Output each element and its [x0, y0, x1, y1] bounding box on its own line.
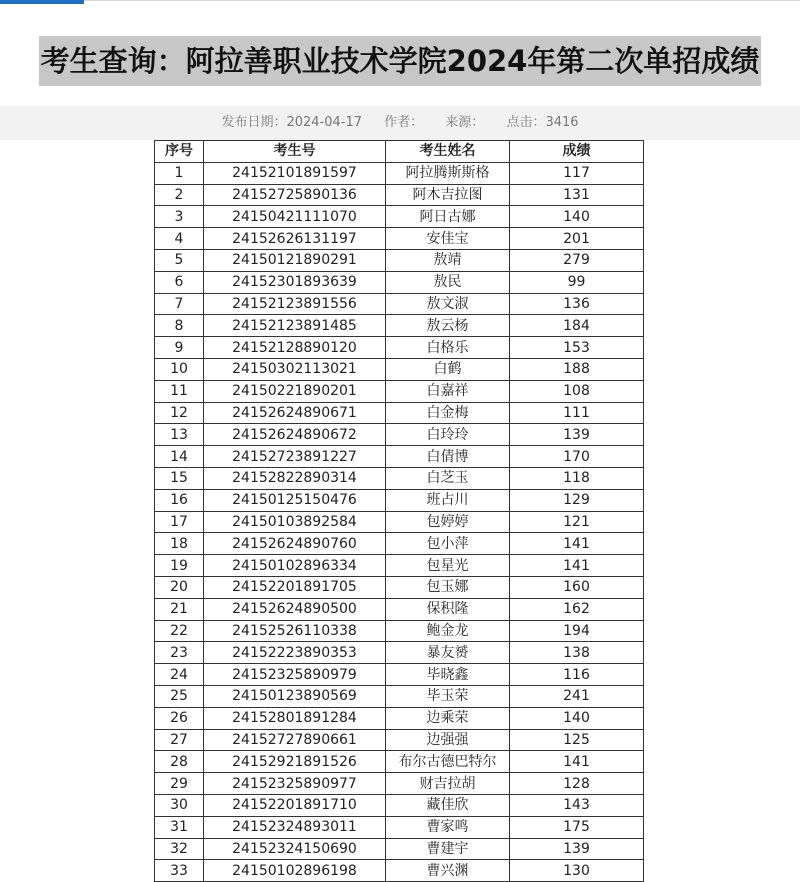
cell-student-name: 毕晓鑫: [386, 664, 510, 686]
cell-student-name: 边乘荣: [386, 707, 510, 729]
table-row: [155, 598, 644, 620]
cell-student-name: 鲍金龙: [386, 620, 510, 642]
cell-exam-number: 24150125150476: [204, 489, 386, 511]
cell-exam-number: 24152921891526: [204, 751, 386, 773]
cell-index: 19: [155, 555, 204, 577]
table-row: [155, 620, 644, 642]
cell-index: 14: [155, 446, 204, 468]
cell-student-name: 敖民: [386, 271, 510, 293]
cell-score: 279: [510, 249, 644, 271]
cell-index: 23: [155, 642, 204, 664]
table-row: [155, 816, 644, 838]
table-row: [155, 642, 644, 664]
table-row: [155, 533, 644, 555]
cell-index: 11: [155, 380, 204, 402]
cell-exam-number: 24152725890136: [204, 184, 386, 206]
cell-index: 27: [155, 729, 204, 751]
cell-exam-number: 24152301893639: [204, 271, 386, 293]
cell-exam-number: 24152325890977: [204, 773, 386, 795]
cell-student-name: 包玉娜: [386, 576, 510, 598]
cell-score: 162: [510, 598, 644, 620]
cell-student-name: 阿日古娜: [386, 206, 510, 228]
cell-index: 18: [155, 533, 204, 555]
cell-student-name: 阿木吉拉图: [386, 184, 510, 206]
cell-index: 12: [155, 402, 204, 424]
cell-index: 29: [155, 773, 204, 795]
cell-student-name: 保积隆: [386, 598, 510, 620]
table-row: [155, 184, 644, 206]
cell-score: 201: [510, 228, 644, 250]
cell-exam-number: 24150102896334: [204, 555, 386, 577]
source: 来源：: [445, 115, 485, 130]
cell-score: 138: [510, 642, 644, 664]
cell-exam-number: 24150102896198: [204, 860, 386, 882]
table-row: [155, 511, 644, 533]
cell-student-name: 敖靖: [386, 249, 510, 271]
table-row: [155, 293, 644, 315]
cell-student-name: 暴友赟: [386, 642, 510, 664]
table-row: [155, 380, 644, 402]
cell-score: 128: [510, 773, 644, 795]
cell-student-name: 财吉拉胡: [386, 773, 510, 795]
cell-score: 160: [510, 576, 644, 598]
cell-student-name: 白倩博: [386, 446, 510, 468]
table-row: [155, 555, 644, 577]
title-wrap: [0, 36, 800, 86]
cell-index: 10: [155, 358, 204, 380]
cell-score: 131: [510, 184, 644, 206]
cell-exam-number: 24152727890661: [204, 729, 386, 751]
cell-exam-number: 24152324893011: [204, 816, 386, 838]
cell-student-name: 白鹤: [386, 358, 510, 380]
table-row: [155, 860, 644, 882]
cell-exam-number: 24152624890760: [204, 533, 386, 555]
cell-score: 116: [510, 664, 644, 686]
cell-index: 31: [155, 816, 204, 838]
cell-student-name: 毕玉荣: [386, 685, 510, 707]
cell-score: 118: [510, 467, 644, 489]
cell-index: 9: [155, 337, 204, 359]
cell-index: 28: [155, 751, 204, 773]
cell-index: 26: [155, 707, 204, 729]
cell-score: 141: [510, 555, 644, 577]
cell-exam-number: 24152626131197: [204, 228, 386, 250]
publish-date: 发布日期：2024-04-17: [221, 115, 362, 130]
cell-student-name: 阿拉腾斯斯格: [386, 162, 510, 184]
cell-score: 241: [510, 685, 644, 707]
cell-exam-number: 24150421111070: [204, 206, 386, 228]
cell-exam-number: 24152123891556: [204, 293, 386, 315]
cell-student-name: 包星光: [386, 555, 510, 577]
cell-index: 21: [155, 598, 204, 620]
cell-exam-number: 24152624890671: [204, 402, 386, 424]
cell-student-name: 曹家鸣: [386, 816, 510, 838]
cell-index: 32: [155, 838, 204, 860]
cell-exam-number: 24150103892584: [204, 511, 386, 533]
cell-index: 2: [155, 184, 204, 206]
cell-index: 15: [155, 467, 204, 489]
cell-score: 175: [510, 816, 644, 838]
cell-index: 7: [155, 293, 204, 315]
table-row: [155, 358, 644, 380]
cell-exam-number: 24152101891597: [204, 162, 386, 184]
cell-score: 143: [510, 794, 644, 816]
table-row: [155, 489, 644, 511]
cell-exam-number: 24152624890672: [204, 424, 386, 446]
cell-score: 125: [510, 729, 644, 751]
cell-score: 129: [510, 489, 644, 511]
table-row: [155, 773, 644, 795]
cell-score: 136: [510, 293, 644, 315]
cell-index: 20: [155, 576, 204, 598]
table-row: [155, 707, 644, 729]
table-row: [155, 402, 644, 424]
cell-score: 140: [510, 707, 644, 729]
cell-score: 141: [510, 533, 644, 555]
cell-student-name: 白格乐: [386, 337, 510, 359]
top-divider: [84, 0, 800, 1]
cell-score: 99: [510, 271, 644, 293]
cell-index: 5: [155, 249, 204, 271]
cell-exam-number: 24152201891705: [204, 576, 386, 598]
cell-exam-number: 24150302113021: [204, 358, 386, 380]
table-row: [155, 228, 644, 250]
cell-student-name: 敖文淑: [386, 293, 510, 315]
table-row: [155, 685, 644, 707]
cell-index: 24: [155, 664, 204, 686]
cell-index: 4: [155, 228, 204, 250]
cell-student-name: 边强强: [386, 729, 510, 751]
cell-exam-number: 24152801891284: [204, 707, 386, 729]
header-student-name: 考生姓名: [386, 141, 510, 163]
cell-score: 130: [510, 860, 644, 882]
cell-exam-number: 24150123890569: [204, 685, 386, 707]
cell-exam-number: 24152223890353: [204, 642, 386, 664]
cell-index: 6: [155, 271, 204, 293]
click-count: 点击：3416: [506, 115, 579, 130]
cell-student-name: 白玲玲: [386, 424, 510, 446]
score-table: [154, 140, 644, 882]
table-row: [155, 249, 644, 271]
header-score: 成绩: [510, 141, 644, 163]
cell-score: 139: [510, 424, 644, 446]
page-title: 考生查询：阿拉善职业技术学院2024年第二次单招成绩: [39, 36, 762, 86]
cell-index: 30: [155, 794, 204, 816]
table-row: [155, 751, 644, 773]
cell-exam-number: 24152526110338: [204, 620, 386, 642]
cell-student-name: 白嘉祥: [386, 380, 510, 402]
cell-index: 22: [155, 620, 204, 642]
table-row: [155, 337, 644, 359]
cell-score: 140: [510, 206, 644, 228]
cell-exam-number: 24152723891227: [204, 446, 386, 468]
cell-score: 194: [510, 620, 644, 642]
cell-score: 141: [510, 751, 644, 773]
table-row: [155, 838, 644, 860]
table-header-row: [155, 141, 644, 163]
table-row: [155, 424, 644, 446]
table-row: [155, 794, 644, 816]
cell-score: 170: [510, 446, 644, 468]
cell-student-name: 曹建宇: [386, 838, 510, 860]
cell-student-name: 包婷婷: [386, 511, 510, 533]
cell-score: 188: [510, 358, 644, 380]
cell-exam-number: 24152822890314: [204, 467, 386, 489]
table-row: [155, 446, 644, 468]
cell-student-name: 白芝玉: [386, 467, 510, 489]
cell-exam-number: 24152128890120: [204, 337, 386, 359]
table-body: [155, 162, 644, 881]
cell-index: 3: [155, 206, 204, 228]
cell-index: 16: [155, 489, 204, 511]
table-row: [155, 315, 644, 337]
table-row: [155, 271, 644, 293]
cell-score: 153: [510, 337, 644, 359]
cell-student-name: 布尔古德巴特尔: [386, 751, 510, 773]
cell-index: 33: [155, 860, 204, 882]
cell-exam-number: 24152624890500: [204, 598, 386, 620]
cell-score: 108: [510, 380, 644, 402]
cell-index: 1: [155, 162, 204, 184]
cell-score: 139: [510, 838, 644, 860]
cell-index: 13: [155, 424, 204, 446]
header-index: 序号: [155, 141, 204, 163]
cell-student-name: 班占川: [386, 489, 510, 511]
cell-student-name: 安佳宝: [386, 228, 510, 250]
cell-index: 25: [155, 685, 204, 707]
cell-student-name: 曹兴渊: [386, 860, 510, 882]
cell-index: 8: [155, 315, 204, 337]
cell-student-name: 敖云杨: [386, 315, 510, 337]
cell-student-name: 包小萍: [386, 533, 510, 555]
cell-exam-number: 24152324150690: [204, 838, 386, 860]
table-row: [155, 162, 644, 184]
article-meta: [0, 106, 800, 140]
table-row: [155, 206, 644, 228]
cell-student-name: 藏佳欣: [386, 794, 510, 816]
table-row: [155, 729, 644, 751]
cell-score: 111: [510, 402, 644, 424]
table-row: [155, 467, 644, 489]
cell-exam-number: 24152325890979: [204, 664, 386, 686]
author: 作者：: [384, 115, 424, 130]
cell-score: 184: [510, 315, 644, 337]
table-row: [155, 576, 644, 598]
cell-exam-number: 24152201891710: [204, 794, 386, 816]
cell-index: 17: [155, 511, 204, 533]
cell-student-name: 白金梅: [386, 402, 510, 424]
top-accent-bar: [0, 0, 84, 4]
cell-score: 121: [510, 511, 644, 533]
cell-exam-number: 24150121890291: [204, 249, 386, 271]
header-exam-number: 考生号: [204, 141, 386, 163]
cell-score: 117: [510, 162, 644, 184]
cell-exam-number: 24150221890201: [204, 380, 386, 402]
top-bar: [0, 0, 800, 6]
table-row: [155, 664, 644, 686]
cell-exam-number: 24152123891485: [204, 315, 386, 337]
